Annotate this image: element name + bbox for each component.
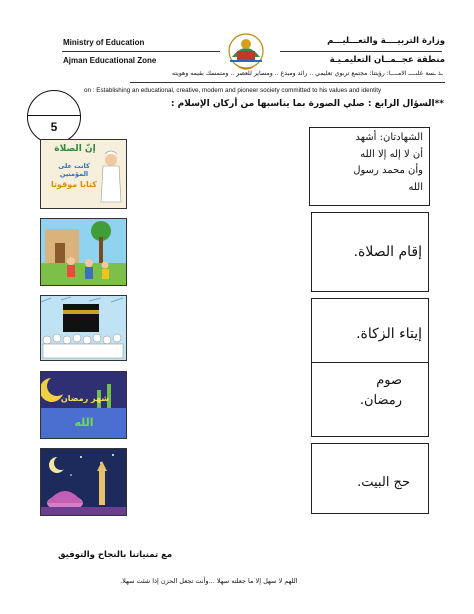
pillar-sawm-line-1: صوم (376, 373, 402, 388)
boy-praying-picture (40, 139, 127, 209)
dua-text: اللهم لا سهل إلا ما جعلته سهلا ...وأنت تجعل الحزن إذا شئت سهلا. (120, 577, 298, 585)
prayer-caption-3: كتابا موقوتا (51, 180, 97, 189)
pillar-box-zakah (311, 298, 429, 369)
wish-text: مع تمنياتنا بالنجاح والتوفيق (58, 550, 173, 560)
pillar-shahada-line-3: وأن محمد رسول (353, 165, 423, 176)
prayer-caption-1: إنّ الصلاة (54, 144, 96, 154)
vision-underline (130, 82, 445, 83)
ministry-ar: وزارة التربيــــة والتعـــليـــم (327, 36, 445, 46)
zone-en: Ajman Educational Zone (63, 56, 157, 65)
score-divider (27, 115, 81, 116)
mission-en: on : Establishing an educational, creative, modern and pioneer society committed to his values and identity (84, 87, 382, 94)
score-circle (27, 90, 81, 144)
pillar-box-hajj (311, 443, 429, 514)
kaaba-pilgrims-picture (40, 295, 127, 361)
ramadan-caption-2: الله (74, 416, 94, 429)
ramadan-night-mosque-picture (40, 448, 127, 516)
pillar-shahada-line-1: الشهادتان: أشهد (355, 132, 423, 143)
pillar-sawm-line-2: رمضان. (359, 393, 402, 408)
score-value: 5 (50, 120, 58, 134)
pillar-shahada-line-2: أن لا إله إلا الله (360, 148, 423, 160)
ramadan-caption-1: شهر رمضان (60, 394, 110, 403)
prayer-caption-2: كانت على المؤمنين (58, 162, 90, 178)
pillar-zakah-text: إيتاء الزكاة. (356, 326, 422, 342)
pillar-box-sawm (311, 362, 429, 437)
pillar-salah-text: إقام الصلاة. (353, 244, 422, 260)
header-line-right (280, 51, 442, 52)
pillar-shahada-line-4: الله (408, 181, 423, 193)
pillar-box-salah (311, 212, 429, 292)
ramadan-banner-picture (40, 371, 127, 439)
children-giving-charity-picture (40, 218, 127, 286)
pillar-hajj-text: حج البيت. (357, 475, 410, 490)
vision-ar: ـذ ـسة علىــــ الامــــا: رؤيتنا: مجتمع تربوي تعليمي .. رائد ومبدع .. ومساير للعصر .. ومتمسك بقيمه وهويته (171, 70, 443, 77)
ministry-en: Ministry of Education (63, 38, 145, 47)
ministry-logo-icon (224, 27, 268, 71)
question-text: **السؤال الرابع : صلي الصورة بما يناسبها من أركان الإسلام : (170, 99, 444, 109)
pillar-box-shahada (309, 127, 430, 206)
header-line-left (62, 51, 220, 52)
zone-ar: منطقة عجــمــان التعليمـيـة (329, 55, 445, 65)
